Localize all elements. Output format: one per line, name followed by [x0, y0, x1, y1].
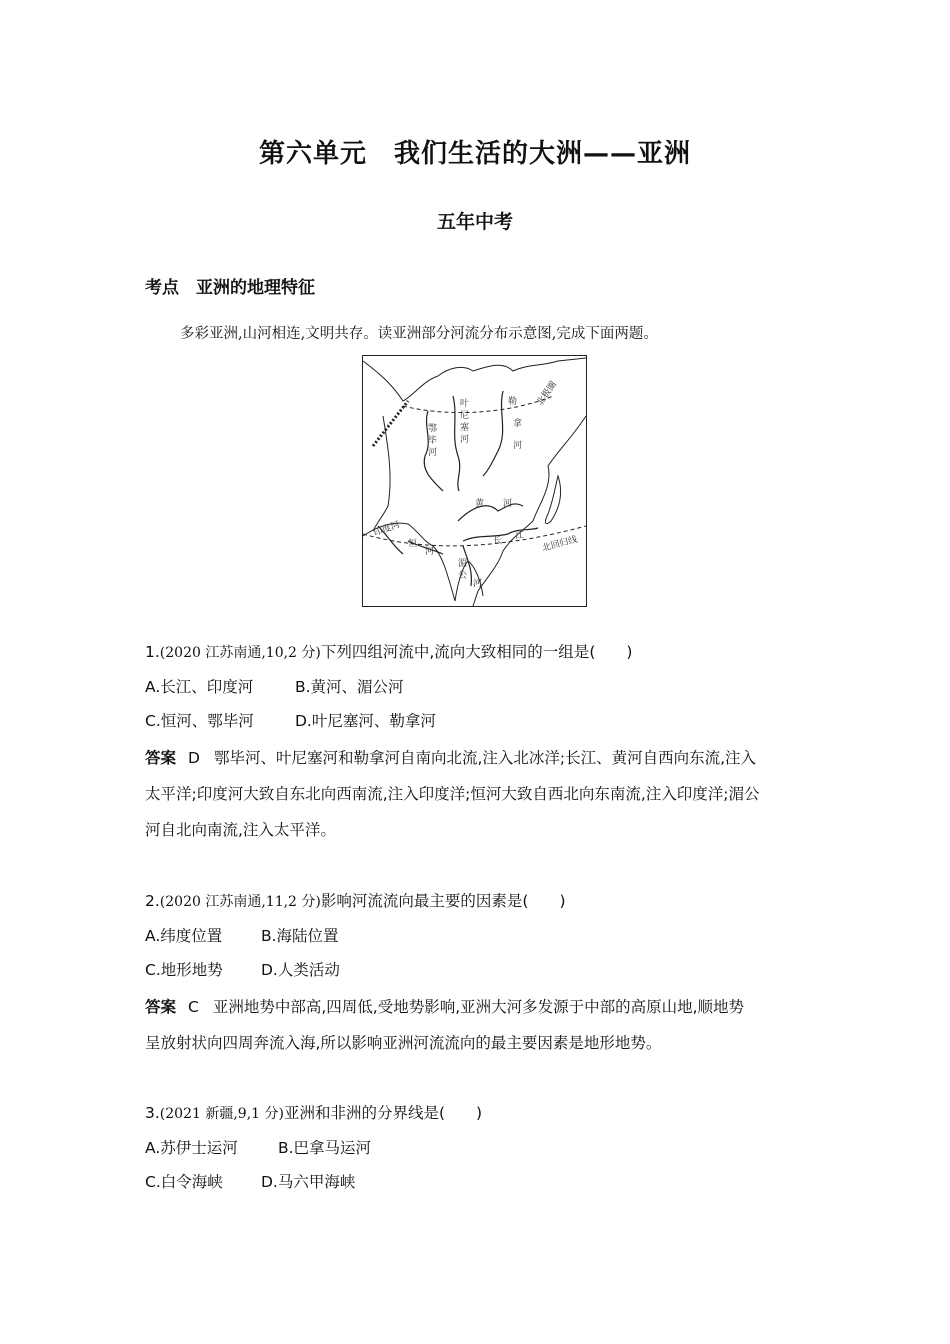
west-coastline: [373, 416, 390, 531]
map-label: 鄂: [428, 424, 438, 434]
map-label: 北回归线: [541, 534, 579, 554]
answer-letter: D: [188, 749, 200, 767]
map-label: 河: [473, 579, 483, 589]
ural-mountains: [373, 401, 408, 446]
option-row: [145, 709, 436, 731]
map-label: 勒: [508, 397, 518, 407]
map-label: 黄: [475, 499, 485, 509]
yellow-river: [458, 504, 523, 521]
answer-explanation: 亚洲地势中部高,四周低,受地势影响,亚洲大河多发源于中部的高原山地,顺地势: [212, 998, 745, 1016]
option: B.海陆位置: [261, 927, 339, 945]
question-number: 2.: [145, 892, 160, 910]
question-number: 3.: [145, 1104, 160, 1122]
section-heading: 考点 亚洲的地理特征: [145, 278, 315, 298]
answer-explanation: 太平洋;印度河大致自东北向西南流,注入印度洋;恒河大致自西北向东南流,注入印度洋;湄公: [145, 785, 760, 803]
option-row: [145, 1170, 355, 1192]
option: D.马六甲海峡: [261, 1173, 356, 1191]
map-label: 公: [458, 571, 468, 581]
option-row: [145, 1136, 371, 1158]
question-stem: [145, 889, 566, 911]
option: C.白令海峡: [145, 1173, 223, 1191]
question-text: 亚洲和非洲的分界线是: [283, 1104, 439, 1122]
question-source: (2020 江苏南通,11,2 分): [159, 894, 321, 910]
map-label: 河: [513, 441, 523, 451]
question-source: (2020 江苏南通,10,2 分): [159, 645, 321, 661]
map-label: 拿: [513, 419, 523, 429]
lena-river: [483, 391, 503, 476]
page-subtitle: 五年中考: [436, 211, 513, 233]
option-row: [145, 958, 340, 980]
map-label: 河: [428, 448, 438, 458]
map-label: 河: [460, 435, 470, 445]
option: B.巴拿马运河: [278, 1139, 372, 1157]
question-stem: [145, 1101, 483, 1123]
option: A.苏伊士运河: [145, 1139, 238, 1157]
option: D.叶尼塞河、勒拿河: [295, 712, 436, 730]
option: A.纬度位置: [145, 927, 223, 945]
map-label: 北极圈: [535, 379, 559, 408]
answer-blank: ( ): [589, 643, 633, 661]
arctic-circle: [403, 396, 553, 413]
option: C.地形地势: [145, 961, 223, 979]
map-label: 恒: [408, 539, 418, 549]
answer-label: 答案: [145, 749, 177, 767]
map-label: 印度河: [372, 520, 402, 539]
question-text: 下列四组河流中,流向大致相同的一组是: [320, 643, 590, 661]
answer-explanation: 呈放射状向四周奔流入海,所以影响亚洲河流流向的最主要因素是地形地势。: [145, 1034, 662, 1052]
asia-river-map: [362, 355, 587, 607]
answer-blank: ( ): [438, 1104, 483, 1122]
yenisei-river: [453, 396, 460, 491]
answer-blank: ( ): [522, 892, 566, 910]
question-text: 影响河流流向最主要的因素是: [320, 892, 523, 910]
option: D.人类活动: [261, 961, 340, 979]
map-label: 河: [425, 547, 435, 557]
map-label: 尼: [460, 411, 470, 421]
intro-text: 多彩亚洲,山河相连,文明共存。读亚洲部分河流分布示意图,完成下面两题。: [180, 326, 658, 342]
map-label: 塞: [460, 423, 470, 433]
question-stem: [145, 640, 633, 662]
option: C.恒河、鄂毕河: [145, 712, 254, 730]
option-row: [145, 675, 404, 697]
option-row: [145, 924, 339, 946]
map-label: 叶: [460, 399, 470, 409]
question-source: (2021 新疆,9,1 分): [159, 1106, 284, 1122]
map-drawing: [363, 356, 586, 606]
page-title: 第六单元 我们生活的大洲——亚洲: [258, 139, 691, 169]
question-number: 1.: [145, 643, 160, 661]
answer-line: [145, 746, 756, 768]
answer-label: 答案: [145, 998, 177, 1016]
map-label: 河: [503, 499, 513, 509]
option: A.长江、印度河: [145, 678, 254, 696]
answer-explanation: 鄂毕河、叶尼塞河和勒拿河自南向北流,注入北冰洋;长江、黄河自西向东流,注入: [213, 749, 757, 767]
map-label: 江: [515, 531, 525, 541]
option: B.黄河、湄公河: [295, 678, 404, 696]
answer-line: [145, 995, 744, 1017]
map-label: 毕: [428, 436, 438, 446]
map-label: 湄: [458, 559, 468, 569]
east-coastline: [473, 416, 586, 606]
answer-explanation: 河自北向南流,注入太平洋。: [145, 821, 336, 839]
map-label: 长: [493, 536, 503, 546]
answer-letter: C: [188, 998, 199, 1016]
